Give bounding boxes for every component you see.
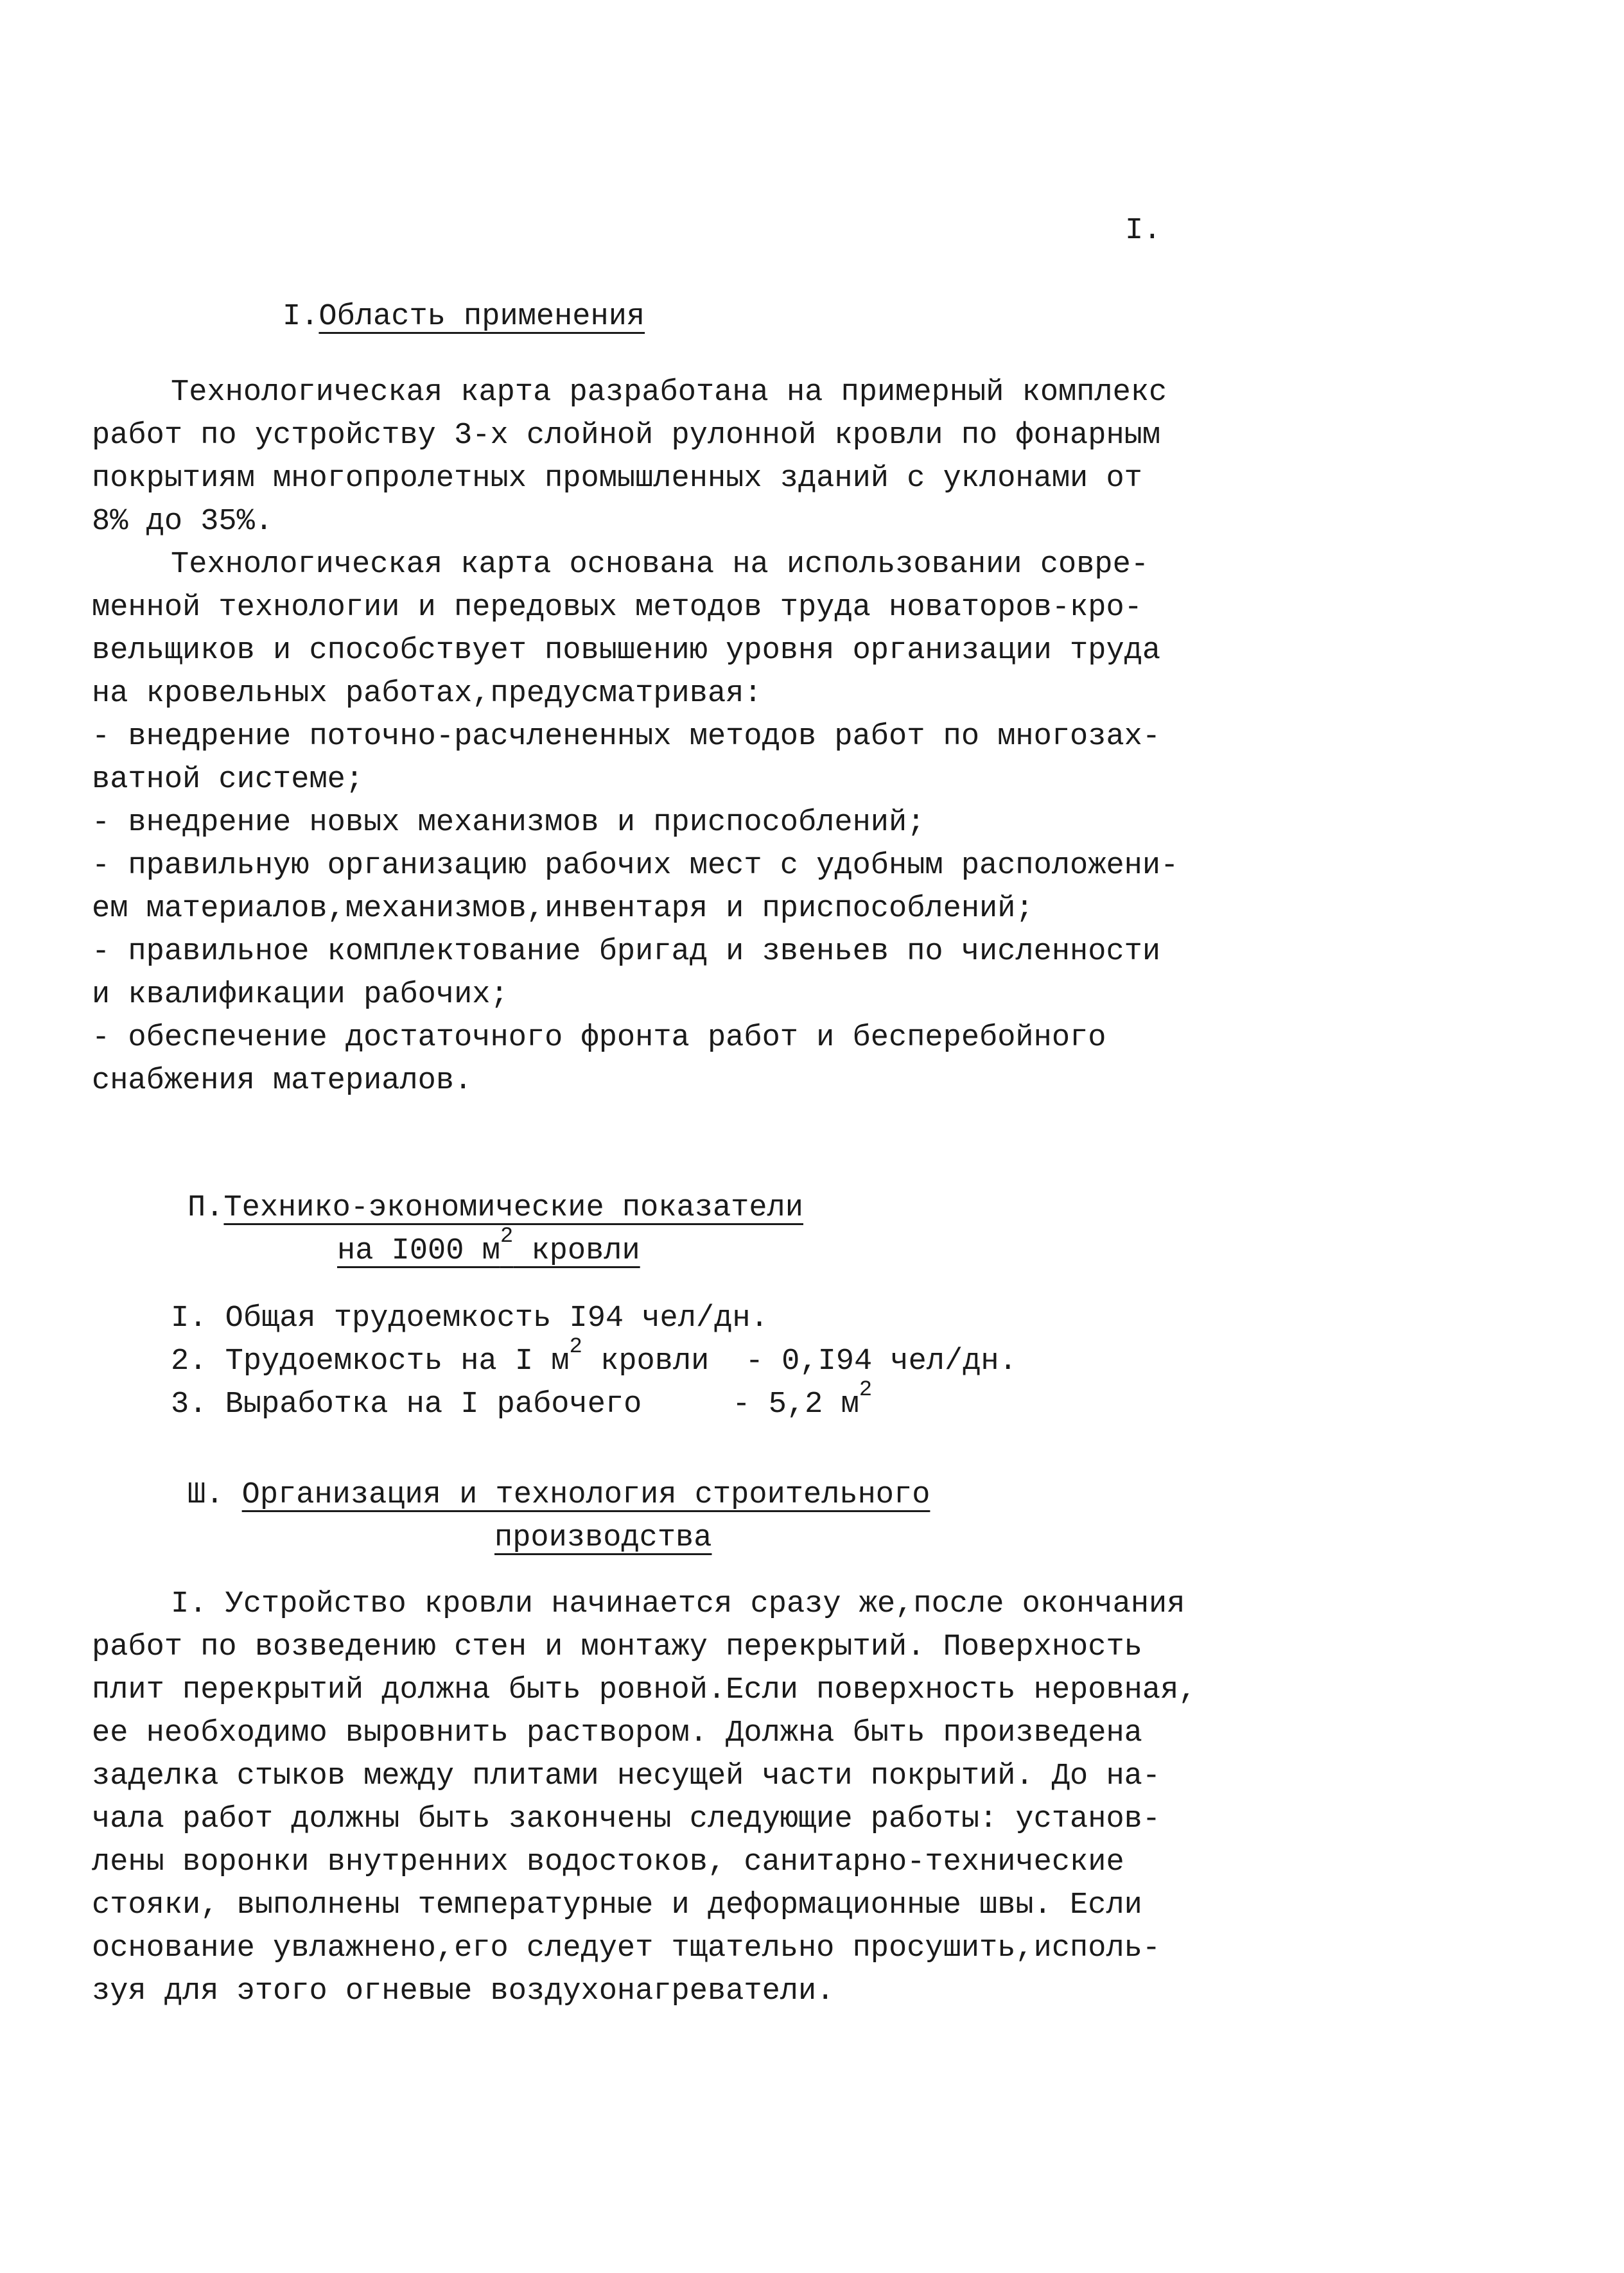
section3-para-line: ее необходимо выровнить раствором. Должна быть произведена [92, 1716, 1142, 1750]
section1-para1-line: покрытиям многопролетных промышленных зданий с уклонами от [92, 462, 1142, 496]
section1-para2-line: менной технологии и передовых методов труда новаторов-кро- [92, 591, 1142, 625]
bullet-line: ем материалов,механизмов,инвентаря и приспособлений; [92, 892, 1034, 926]
section1-title: Область применения [319, 300, 645, 334]
bullet-line: - правильное комплектование бригад и звеньев по численности [92, 935, 1161, 969]
section1-para2-line: Технологическая карта основана на использовании совре- [171, 548, 1149, 582]
indicator-item: 3. Выработка на I рабочего - 5,2 $м^2$ [171, 1378, 873, 1422]
section1-para2-line: вельщиков и способствует повышению уровня организации труда [92, 634, 1161, 668]
page-number: I. [1125, 214, 1162, 248]
section3-para-line: чала работ должны быть закончены следующие работы: установ- [92, 1802, 1161, 1836]
section1-para1-line: 8% до 35%. [92, 505, 274, 539]
section3-para-line: зуя для этого огневые воздухонагреватели. [92, 1974, 835, 2008]
indicator-item: I. Общая трудоемкость I94 чел/дн. [171, 1302, 769, 1336]
section3-title-line1: Организация и технология строительного [241, 1478, 930, 1512]
section1-heading [283, 302, 645, 332]
section1-para1-line: работ по устройству 3-х слойной рулонной кровли по фонарным [92, 419, 1161, 453]
bullet-line: - правильную организацию рабочих мест с удобным расположени- [92, 849, 1179, 883]
section3-heading [188, 1480, 930, 1510]
section3-number: Ш. [188, 1478, 224, 1512]
section1-para2-line: на кровельных работах,предусматривая: [92, 677, 762, 711]
superscript: 2 [500, 1224, 514, 1249]
section1-number: I. [283, 300, 319, 334]
section2-title-line1: Технико-экономические показатели [223, 1191, 803, 1225]
section3-para-line: лены воронки внутренних водостоков, санитарно-технические [92, 1845, 1124, 1879]
section2-title-line2: на I000 $м^2$ кровли [337, 1224, 640, 1268]
bullet-line: - внедрение новых механизмов и приспособлений; [92, 806, 925, 840]
section1-para1-line: Технологическая карта разработана на примерный комплекс [171, 376, 1167, 410]
section3-para-line: I. Устройство кровли начинается сразу же,после окончания [171, 1587, 1185, 1621]
section3-para-line: основание увлажнено,его следует тщательно просушить,исполь- [92, 1931, 1161, 1965]
indicator-item: 2. Трудоемкость на I $м^2$ кровли - 0,I94 чел/дн. [171, 1335, 1017, 1379]
section3-para-line: работ по возведению стен и монтажу перекрытий. Поверхность [92, 1630, 1142, 1664]
section2-number: П. [188, 1191, 224, 1225]
bullet-line: - обеспечение достаточного фронта работ и бесперебойного [92, 1021, 1106, 1055]
bullet-line: и квалификации рабочих; [92, 978, 509, 1012]
section3-para-line: стояки, выполнены температурные и деформационные швы. Если [92, 1888, 1142, 1922]
bullet-line: ватной системе; [92, 763, 364, 797]
section3-para-line: заделка стыков между плитами несущей части покрытий. До на- [92, 1759, 1161, 1793]
section3-title-line2: производства [494, 1521, 712, 1555]
section3-para-line: плит перекрытий должна быть ровной.Если поверхность неровная, [92, 1673, 1197, 1707]
section2-heading [188, 1193, 803, 1223]
bullet-line: снабжения материалов. [92, 1064, 473, 1098]
bullet-line: - внедрение поточно-расчлененных методов работ по многозах- [92, 720, 1161, 754]
